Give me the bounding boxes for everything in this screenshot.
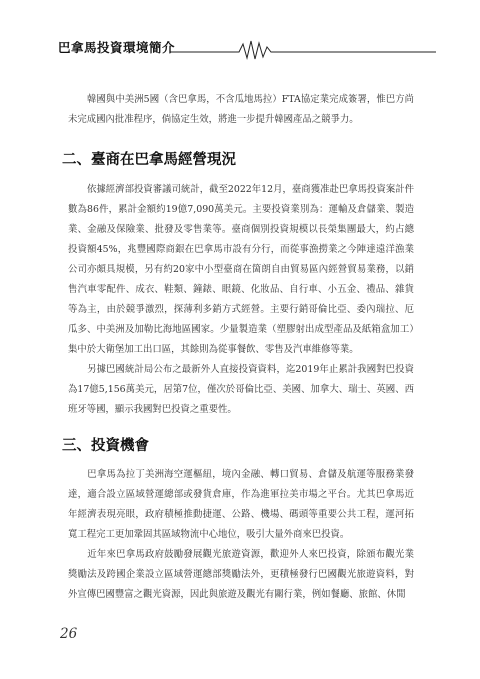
paragraph-tourism xyxy=(68,545,414,605)
page-number: 26 xyxy=(60,626,78,642)
header-pulse-line xyxy=(233,41,277,59)
section-heading-taiwan-business: 二、臺商在巴拿馬經營現況 xyxy=(62,151,236,168)
section-heading-opportunities: 三、投資機會 xyxy=(62,437,149,454)
paragraph-tourism-text: 近年來巴拿馬政府鼓勵發展觀光旅遊資源，歡迎外人來巴投資，除頒布觀光業獎勵法及跨國企業設立區域營運總部獎勵法外，更積極發行巴國觀光旅遊資料，對外宣傳巴國豐富之觀光資源，因此與旅遊及觀光有關行業，例如餐廳、旅館、休閒 xyxy=(68,549,414,600)
paragraph-fta xyxy=(68,90,414,130)
paragraph-logistics-hub-text: 巴拿馬為拉丁美洲海空運樞紐，境內金融、轉口貿易、倉儲及航運等服務業發達，適合設立區域營運總部或發貨倉庫，作為進軍拉美市場之平台。尤其巴拿馬近年經濟表現亮眼，政府積極推動捷運、公路、機場、碼頭等重要公共工程，運河拓寬工程完工更加鞏固其區域物流中心地位，吸引大量外商來巴投資。 xyxy=(68,469,414,540)
header-title: 巴拿馬投資環境簡介 xyxy=(58,40,176,55)
paragraph-fdi-statistics xyxy=(68,360,414,420)
paragraph-taiwan-investment-text: 依據經濟部投資審議司統計，截至2022年12月，臺商獲准赴巴拿馬投資案計件數為86件，累計金額約19億7,090萬美元。主要投資業別為：運輸及倉儲業、製造業、金融及保險業、批發及零售業等。臺商個別投資規模以長榮集團最大，約占總投資額45%，兆豐國際商銀在巴拿馬市設有分行，而從事漁撈業之今陣達遠洋漁業公司亦頗具規模，另有約20家中小型臺商在箇朗自由貿易區內經營貿易業務，以銷售汽車零配件、成衣、鞋類、鐘錶、眼鏡、化妝品、自行車、小五金、禮品、雜貨等為主，由於競爭激烈，探薄利多銷方式經營。主要行銷哥倫比亞、委內瑞拉、厄瓜多、中美洲及加勒比海地區國家。少量製造業（塑膠射出成型產品及紙箱盒加工）集中於大衛堡加工出口區，其餘則為從事餐飲、零售及汽車維修等業。 xyxy=(68,184,414,355)
paragraph-taiwan-investment xyxy=(68,180,414,360)
paragraph-fdi-statistics-text: 另據巴國統計局公布之最新外人直接投資資料，迄2019年止累計我國對巴投資為17億5,156萬美元，居第7位，僅次於哥倫比亞、美國、加拿大、瑞士、英國、西班牙等國，顯示我國對巴投資之重要性。 xyxy=(68,364,414,415)
paragraph-logistics-hub xyxy=(68,465,414,545)
paragraph-fta-text: 韓國與中美洲5國（含巴拿馬，不含瓜地馬拉）FTA協定業完成簽署，惟巴方尚未完成國內批准程序，倘協定生效，將進一步提升韓國產品之競爭力。 xyxy=(68,94,414,125)
running-header xyxy=(58,38,436,60)
